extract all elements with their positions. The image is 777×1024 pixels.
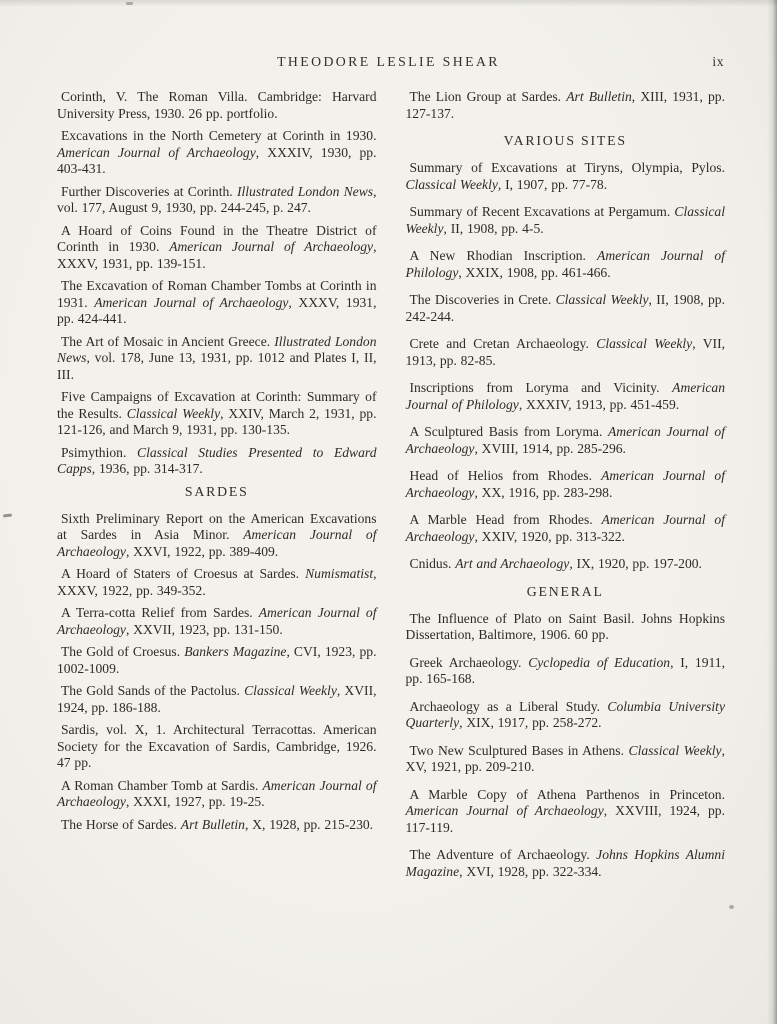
text-segment: A Sculptured Basis from Loryma. [409, 424, 608, 439]
scan-speck [729, 905, 734, 909]
bibliography-entry [406, 556, 726, 573]
bibliography-entry [406, 248, 726, 281]
text-segment: A Hoard of Staters of Croesus at Sardes. [61, 566, 306, 581]
italic-segment: Art Bulletin [566, 89, 632, 104]
italic-segment: Classical Weekly [405, 204, 725, 236]
text-segment: Inscriptions from Loryma and Vicinity. [409, 380, 673, 395]
text-segment: Psimythion. [61, 444, 138, 460]
italic-segment: Classical Weekly [555, 292, 649, 307]
bibliography-entry [57, 817, 377, 834]
bibliography-entry [57, 644, 377, 677]
italic-segment: Classical Weekly [628, 742, 722, 758]
text-segment: , X, 1928, pp. 215-230. [244, 816, 374, 832]
italic-segment: Illustrated London News [236, 183, 374, 199]
text-segment: , vol. 178, June 13, 1931, pp. 1012 and Plates I, II, III. [57, 350, 377, 382]
bibliography-entry [57, 334, 377, 384]
text-segment: , XXXI, 1927, pp. 19-25. [125, 794, 265, 809]
section-heading: SARDES [184, 483, 249, 499]
text-segment: Archaeology as a Liberal Study. [409, 698, 608, 714]
text-segment: , II, 1908, pp. 4-5. [443, 220, 544, 236]
italic-segment: Numismatist [305, 566, 374, 581]
italic-segment: Classical Weekly [405, 176, 498, 192]
text-segment: Five Campaigns of Excavation at Corinth: Summary of the Results. [57, 389, 377, 421]
section-heading: GENERAL [526, 583, 604, 599]
italic-segment: American Journal of Archaeology [405, 803, 604, 818]
italic-segment: American Journal of Archaeology [405, 468, 725, 500]
text-segment: , XXIV, 1920, pp. 313-322. [474, 528, 625, 544]
text-segment: Two New Sculptured Bases in Athens. [409, 742, 629, 758]
bibliography-entry [406, 292, 726, 325]
scan-speck [126, 2, 133, 5]
italic-segment: Classical Weekly [244, 683, 337, 698]
page-edge-shading-right [767, 0, 777, 1024]
text-segment: A Marble Copy of Athena Parthenos in Princeton. [409, 786, 725, 802]
text-segment: , II, 1908, pp. 242-244. [405, 292, 725, 324]
text-segment: , XIX, 1917, pp. 258-272. [459, 715, 602, 730]
text-segment: A Marble Head from Rhodes. [409, 512, 602, 527]
text-segment: , XIII, 1931, pp. 127-137. [405, 89, 725, 121]
bibliography-entry [406, 787, 726, 837]
text-segment: The Horse of Sardes. [61, 816, 181, 832]
text-segment: , 1936, pp. 314-317. [91, 461, 203, 476]
text-segment: , XVI, 1928, pp. 322-334. [459, 863, 602, 879]
bibliography-entry [57, 89, 377, 122]
text-segment: , CVI, 1923, pp. 1002-1009. [57, 644, 377, 676]
page-edge-shading-top [0, 0, 777, 7]
italic-segment: Columbia University Quarterly [405, 698, 725, 730]
italic-segment: Classical Weekly [126, 405, 221, 421]
bibliography-entry [57, 605, 377, 638]
text-segment: , XXVIII, 1924, pp. 117-119. [405, 803, 725, 835]
bibliography-entry [406, 847, 726, 880]
bibliography-entry [406, 160, 726, 193]
section-heading: VARIOUS SITES [503, 133, 627, 148]
italic-segment: American Journal of Archaeology [169, 239, 374, 254]
bibliography-entry [406, 89, 726, 122]
text-segment: Summary of Excavations at Tiryns, Olympia, Pylos. [409, 160, 725, 175]
text-segment: , XVIII, 1914, pp. 285-296. [474, 440, 626, 456]
bibliography-entry [406, 743, 726, 776]
italic-segment: Bankers Magazine [184, 644, 287, 659]
bibliography-entry [406, 468, 726, 501]
bibliography-entry [57, 278, 377, 328]
content-columns [57, 89, 725, 891]
italic-segment: Classical Weekly [596, 336, 693, 351]
bibliography-entry [406, 512, 726, 545]
bibliography-entry [57, 722, 377, 772]
text-segment: Sardis, vol. X, 1. Architectural Terracottas. American Society for the Excavation of Sardis, Cambridge, 1926. 47 pp. [57, 722, 377, 770]
text-segment: Corinth, V. The Roman Villa. Cambridge: Harvard University Press, 1930. 26 pp. portfolio. [57, 89, 377, 121]
italic-segment: American Journal of Archaeology [405, 512, 725, 544]
italic-segment: Johns Hopkins Alumni Magazine [405, 847, 725, 879]
text-segment: A Hoard of Coins Found in the Theatre District of Corinth in 1930. [57, 222, 377, 254]
text-segment: , vol. 177, August 9, 1930, pp. 244-245, p. 247. [57, 183, 377, 215]
text-segment: , XXVI, 1922, pp. 389-409. [125, 543, 279, 559]
running-header: THEODORE LESLIE SHEAR [277, 54, 500, 69]
bibliography-entry [57, 566, 377, 599]
bibliography-entry [57, 445, 377, 478]
text-segment: , XXIV, March 2, 1931, pp. 121-126, and March 9, 1931, pp. 130-135. [57, 405, 377, 437]
text-segment: The Lion Group at Sardes. [409, 89, 567, 104]
bibliography-entry [406, 336, 726, 369]
italic-segment: Art and Archaeology [455, 556, 570, 571]
text-segment: , XXXV, 1931, pp. 139-151. [57, 239, 377, 271]
italic-segment: Illustrated London News [57, 333, 377, 365]
text-segment: The Influence of Plato on Saint Basil. Johns Hopkins Dissertation, Baltimore, 1906. 60 pp. [405, 610, 725, 642]
italic-segment: American Journal of Archaeology [405, 424, 725, 456]
italic-segment: American Journal of Philology [405, 380, 725, 412]
bibliography-entry [406, 699, 726, 732]
bibliography-entry [406, 424, 726, 457]
bibliography-entry [57, 128, 377, 178]
bibliography-entry [406, 655, 726, 688]
text-segment: , I, 1911, pp. 165-168. [405, 654, 725, 686]
italic-segment: American Journal of Archaeology [57, 144, 256, 160]
italic-segment: Art Bulletin [180, 816, 245, 832]
bibliography-entry [406, 204, 726, 237]
italic-segment: American Journal of Archaeology [57, 777, 377, 809]
column-left [57, 89, 377, 891]
text-segment: The Gold Sands of the Pactolus. [61, 683, 245, 698]
text-segment: The Adventure of Archaeology. [409, 847, 597, 862]
text-segment: Cnidus. [409, 556, 456, 571]
bibliography-entry [406, 611, 726, 644]
scan-speck [3, 513, 12, 517]
bibliography-entry [57, 778, 377, 811]
text-segment: , I, 1907, pp. 77-78. [497, 176, 608, 192]
bibliography-entry [57, 511, 377, 561]
bibliography-entry [57, 223, 377, 273]
text-segment: Greek Archaeology. [409, 654, 529, 670]
text-segment: The Discoveries in Crete. [409, 292, 556, 307]
text-segment: A Terra-cotta Relief from Sardes. [61, 605, 259, 620]
text-segment: , XXXIV, 1913, pp. 451-459. [518, 396, 680, 412]
text-segment: Sixth Preliminary Report on the American Excavations at Sardes in Asia Minor. [57, 510, 377, 542]
text-segment: The Excavation of Roman Chamber Tombs at Corinth in 1931. [57, 278, 377, 310]
text-segment: , XX, 1916, pp. 283-298. [474, 484, 613, 500]
text-segment: Crete and Cretan Archaeology. [409, 336, 597, 351]
text-segment: , XXIX, 1908, pp. 461-466. [458, 264, 611, 280]
text-segment: The Gold of Croesus. [61, 644, 185, 659]
text-segment: , XXXV, 1922, pp. 349-352. [57, 566, 377, 598]
text-segment: , XXVII, 1923, pp. 131-150. [125, 621, 283, 637]
text-segment: , XV, 1921, pp. 209-210. [405, 742, 725, 774]
text-segment: Excavations in the North Cemetery at Corinth in 1930. [61, 128, 377, 143]
text-segment: , VII, 1913, pp. 82-85. [405, 336, 726, 368]
column-right [406, 89, 726, 891]
text-segment: A New Rhodian Inscription. [409, 248, 598, 263]
text-segment: Head of Helios from Rhodes. [409, 468, 602, 483]
italic-segment: American Journal of Archaeology [57, 527, 377, 559]
italic-segment: American Journal of Archaeology [57, 605, 377, 637]
text-segment: , XXXIV, 1930, pp. 403-431. [57, 144, 377, 176]
bibliography-entry [57, 184, 377, 217]
text-segment: A Roman Chamber Tomb at Sardis. [61, 777, 263, 793]
bibliography-entry [57, 683, 377, 716]
italic-segment: Classical Studies Presented to Edward Capps [57, 444, 377, 476]
text-segment: Summary of Recent Excavations at Pergamum. [409, 204, 675, 219]
text-segment: , IX, 1920, pp. 197-200. [569, 556, 702, 571]
bibliography-entry [57, 389, 377, 439]
page-number: ix [712, 54, 724, 69]
italic-segment: American Journal of Philology [405, 248, 725, 280]
text-segment: The Art of Mosaic in Ancient Greece. [61, 333, 275, 349]
bibliography-entry [406, 380, 726, 413]
italic-segment: Cyclopedia of Education [528, 654, 671, 670]
text-segment: Further Discoveries at Corinth. [61, 183, 237, 199]
text-segment: , XVII, 1924, pp. 186-188. [57, 683, 377, 715]
text-segment: , XXXV, 1931, pp. 424-441. [57, 294, 377, 326]
italic-segment: American Journal of Archaeology [94, 294, 289, 310]
